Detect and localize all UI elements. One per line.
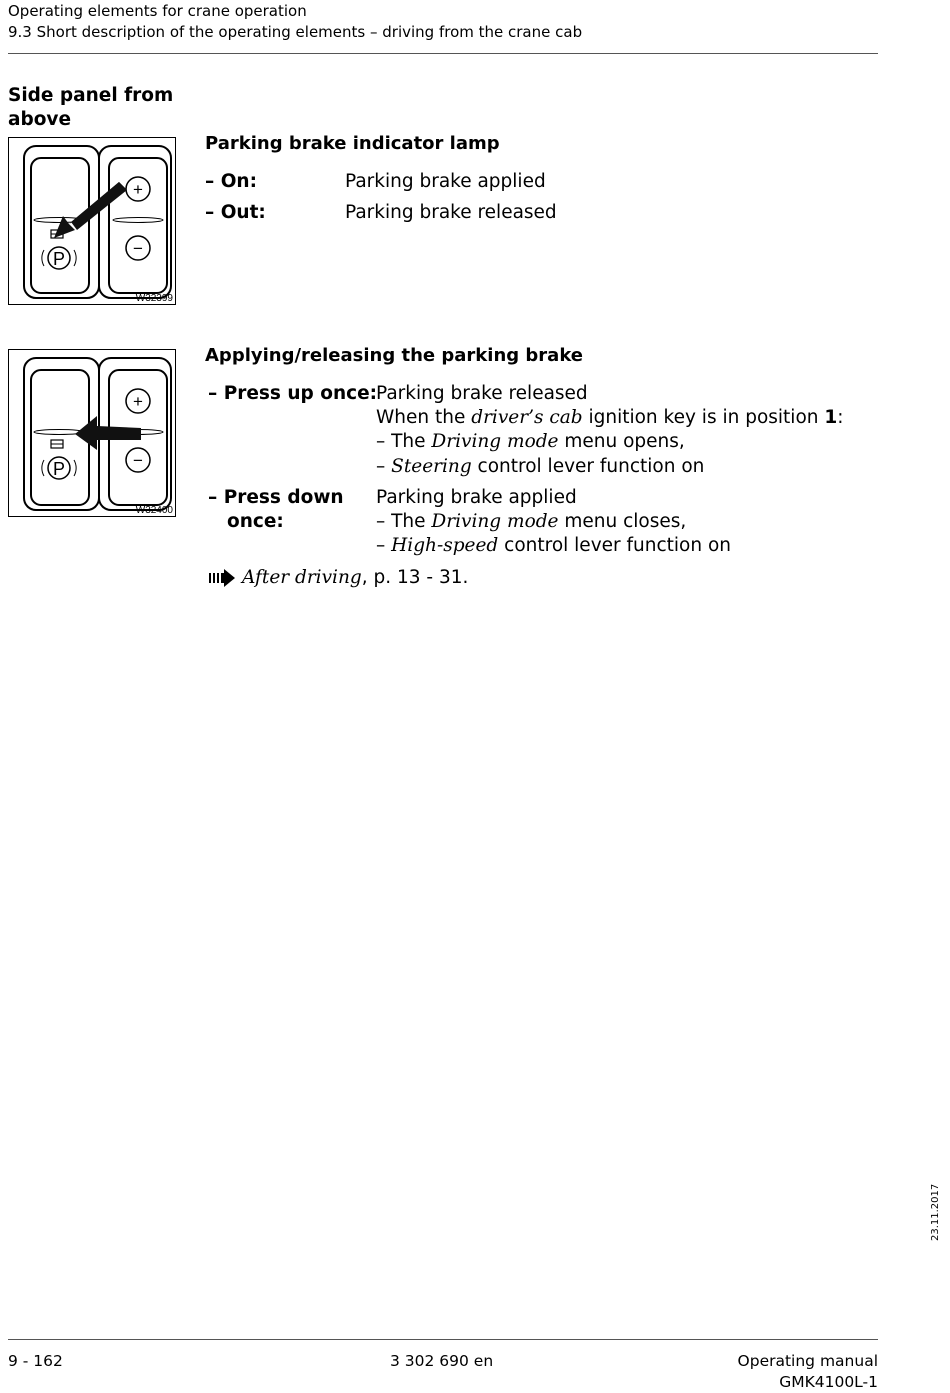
press-down-line1: Parking brake applied — [376, 487, 577, 508]
minus-sign: − — [133, 239, 143, 258]
section-apply-release-title: Applying/releasing the parking brake — [205, 345, 584, 366]
header-section: 9.3 Short description of the operating elements – driving from the crane cab — [8, 23, 583, 41]
side-panel-illustration-2 — [9, 350, 175, 516]
side-panel-illustration-1 — [9, 138, 175, 304]
figure-parking-brake-switch — [8, 349, 176, 517]
figure-code: W32400 — [135, 505, 173, 516]
p-letter: P — [52, 249, 66, 269]
press-up-line1: Parking brake released — [376, 383, 588, 404]
press-down-label-2: once: — [227, 511, 284, 532]
press-down-line3: – High-speed control lever function on — [376, 535, 732, 556]
header-chapter: Operating elements for crane operation — [8, 2, 307, 20]
cross-reference-link[interactable]: After driving, p. 13 - 31. — [242, 567, 469, 588]
minus-sign: − — [133, 451, 143, 470]
press-up-line2: When the driver’s cab ignition key is in position 1: — [376, 407, 844, 428]
out-label: – Out: — [205, 202, 266, 223]
plus-sign: + — [133, 392, 143, 411]
p-letter: P — [52, 459, 66, 479]
press-down-line2: – The Driving mode menu closes, — [376, 511, 687, 532]
press-down-label: – Press down — [208, 487, 344, 508]
revision-date: 23.11.2017 — [930, 1183, 941, 1241]
footer-rule — [8, 1339, 878, 1340]
plus-sign: + — [133, 180, 143, 199]
figure-indicator-lamp — [8, 137, 176, 305]
press-up-line4: – Steering control lever function on — [376, 456, 705, 477]
side-panel-title: Side panel from above — [8, 85, 174, 130]
figure-code: W32399 — [135, 293, 173, 304]
press-up-line3: – The Driving mode menu opens, — [376, 431, 685, 452]
manual-label: Operating manual — [737, 1352, 878, 1370]
page-number: 9 - 162 — [8, 1352, 63, 1370]
model-label: GMK4100L-1 — [779, 1373, 878, 1391]
section-indicator-title: Parking brake indicator lamp — [205, 133, 500, 154]
press-up-label: – Press up once: — [208, 383, 378, 404]
header-rule — [8, 53, 878, 54]
out-description: Parking brake released — [345, 202, 557, 223]
on-label: – On: — [205, 171, 257, 192]
document-number: 3 302 690 en — [390, 1352, 494, 1370]
on-description: Parking brake applied — [345, 171, 546, 192]
cross-reference-arrow-icon — [209, 569, 237, 591]
